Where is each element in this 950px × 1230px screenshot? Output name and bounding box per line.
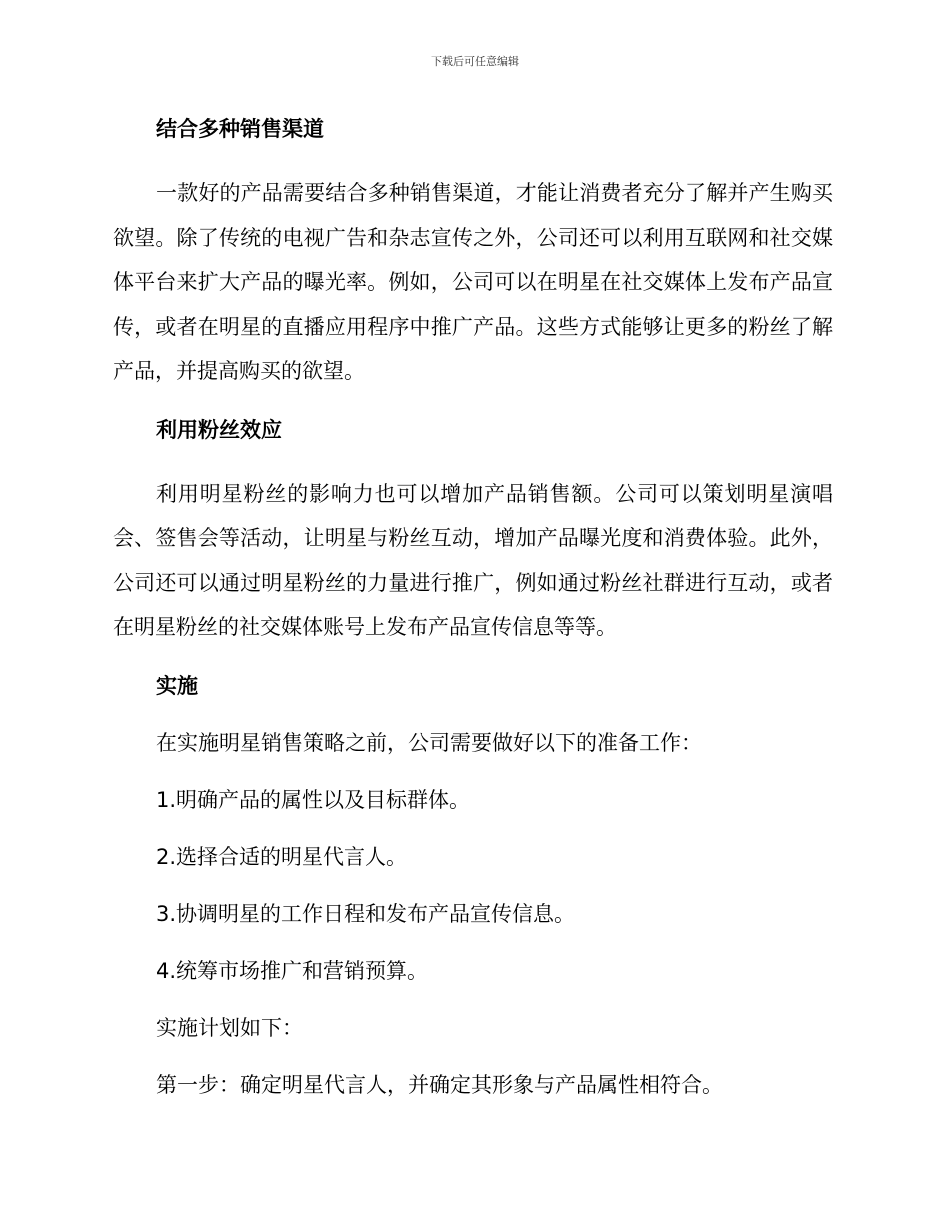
plan-intro: 实施计划如下：: [156, 1015, 303, 1040]
section-heading-channels: 结合多种销售渠道: [156, 117, 324, 141]
list-item: 3.协调明星的工作日程和发布产品宣传信息。: [156, 901, 576, 926]
list-item: 1.明确产品的属性以及目标群体。: [156, 787, 471, 812]
document-body: [113, 108, 833, 1106]
list-item: 2.选择合适的明星代言人。: [156, 844, 408, 869]
section-heading-implementation: 实施: [156, 673, 198, 698]
implementation-intro: 在实施明星销售策略之前，公司需要做好以下的准备工作：: [156, 730, 702, 755]
page-header: 下载后可任意编辑: [431, 55, 519, 68]
section-paragraph-fans: 利用明星粉丝的影响力也可以增加产品销售额。公司可以策划明星演唱会、签售会等活动，让明星与粉丝互动，增加产品曝光度和消费体验。此外，公司还可以通过明星粉丝的力量进行推广，例如通过粉丝社群进行互动，或者在明星粉丝的社交媒体账号上发布产品宣传信息等等。: [113, 481, 833, 639]
list-item: 4.统筹市场推广和营销预算。: [156, 958, 429, 983]
plan-step-1: 第一步：确定明星代言人，并确定其形象与产品属性相符合。: [156, 1072, 723, 1097]
section-paragraph-channels: 一款好的产品需要结合多种销售渠道，才能让消费者充分了解并产生购买欲望。除了传统的电视广告和杂志宣传之外，公司还可以利用互联网和社交媒体平台来扩大产品的曝光率。例如，公司可以在明星在社交媒体上发布产品宣传，或者在明星的直播应用程序中推广产品。这些方式能够让更多的粉丝了解产品，并提高购买的欲望。: [113, 181, 833, 383]
section-heading-fans: 利用粉丝效应: [156, 417, 282, 442]
